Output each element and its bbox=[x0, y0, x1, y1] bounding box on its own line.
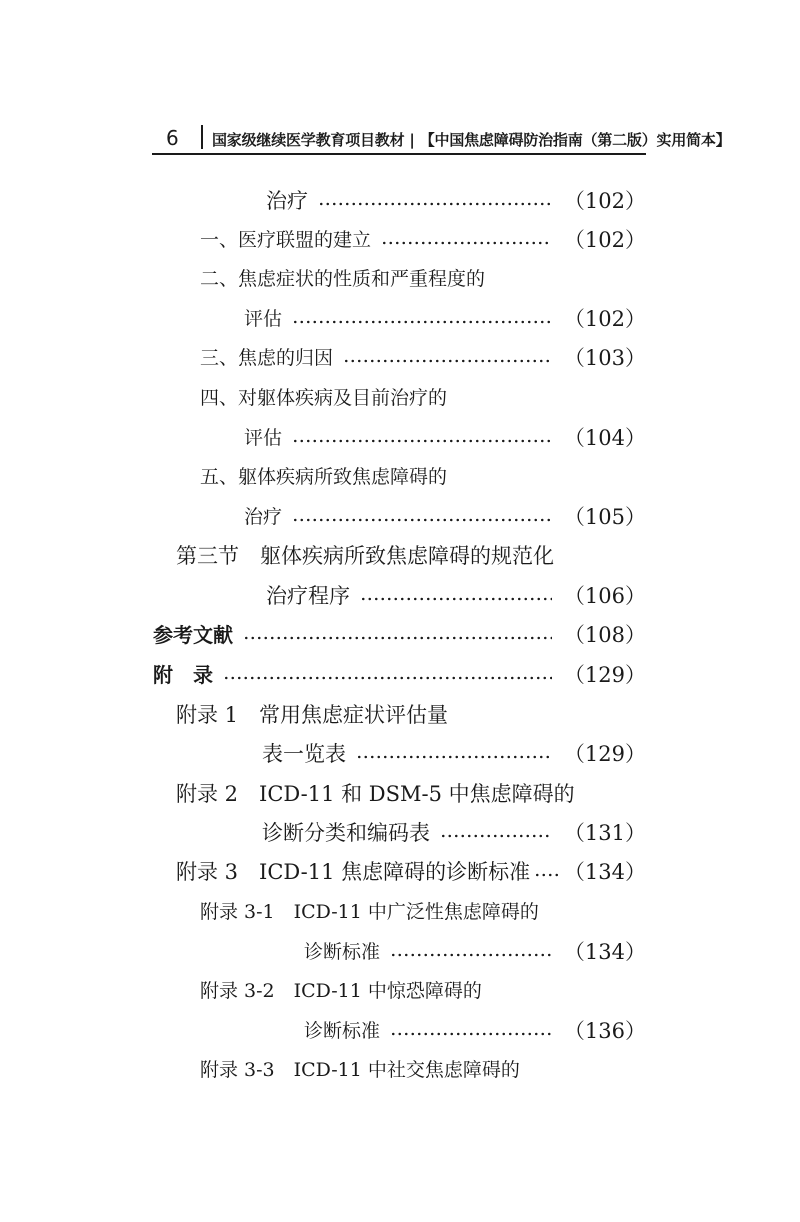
toc-entry-label: 附录 3-1 ICD-11 中广泛性焦虑障碍的 bbox=[200, 901, 539, 923]
toc-entry-page: （129） bbox=[563, 663, 646, 687]
toc-entry-page: （131） bbox=[563, 821, 646, 845]
toc-entry-page: （106） bbox=[563, 584, 646, 608]
toc-entry-page: （134） bbox=[563, 940, 646, 964]
toc-entry[interactable] bbox=[262, 739, 646, 769]
toc-entry-label: 参考文献 bbox=[153, 623, 233, 647]
dot-leader bbox=[318, 201, 552, 207]
dot-leader bbox=[292, 319, 552, 325]
toc-entry-page: （108） bbox=[563, 623, 646, 647]
toc-entry[interactable] bbox=[244, 502, 646, 532]
dot-leader bbox=[360, 596, 552, 602]
toc-entry-page: （104） bbox=[563, 426, 646, 450]
dot-leader bbox=[381, 240, 552, 246]
toc-entry-label: 附录 1 常用焦虑症状评估量 bbox=[176, 703, 449, 727]
toc-entry[interactable] bbox=[304, 1016, 646, 1046]
toc-entry[interactable] bbox=[200, 1055, 646, 1085]
toc-entry-page: （105） bbox=[563, 505, 646, 529]
toc-entry-label: 三、焦虑的归因 bbox=[200, 347, 334, 369]
dot-leader bbox=[243, 635, 552, 641]
toc-entry-label: 评估 bbox=[244, 427, 283, 449]
toc-entry-label: 附录 3 ICD-11 焦虑障碍的诊断标准 bbox=[176, 860, 531, 884]
toc-entry-label: 二、焦虑症状的性质和严重程度的 bbox=[200, 268, 486, 290]
toc-entry-label: 一、医疗联盟的建立 bbox=[200, 229, 372, 251]
toc-entry[interactable] bbox=[266, 581, 646, 611]
toc-entry-label: 治疗程序 bbox=[266, 584, 350, 608]
dot-leader bbox=[534, 872, 558, 878]
dot-leader bbox=[223, 675, 552, 681]
dot-leader bbox=[356, 754, 552, 760]
dot-leader bbox=[343, 358, 552, 364]
toc-entry-label: 第三节 躯体疾病所致焦虑障碍的规范化 bbox=[176, 544, 554, 568]
toc-entry-page: （102） bbox=[563, 228, 646, 252]
toc-entry[interactable] bbox=[153, 660, 646, 690]
header-title: 国家级继续医学教育项目教材 | 【中国焦虑障碍防治指南（第二版）实用简本】 bbox=[212, 131, 731, 149]
toc-entry[interactable] bbox=[244, 304, 646, 334]
toc-entry-label: 诊断分类和编码表 bbox=[262, 821, 430, 845]
toc-entry-page: （129） bbox=[563, 742, 646, 766]
toc-entry-label: 四、对躯体疾病及目前治疗的 bbox=[200, 387, 448, 409]
toc-entry[interactable] bbox=[176, 857, 646, 887]
toc-entry[interactable] bbox=[304, 937, 646, 967]
toc-entry-label: 诊断标准 bbox=[304, 941, 381, 963]
toc-entry-page: （134） bbox=[563, 860, 646, 884]
toc-entry-label: 表一览表 bbox=[262, 742, 346, 766]
toc-entry[interactable] bbox=[200, 383, 646, 413]
toc-entry[interactable] bbox=[153, 620, 646, 650]
dot-leader bbox=[390, 1031, 552, 1037]
toc-entry[interactable] bbox=[200, 976, 646, 1006]
toc-entry[interactable] bbox=[176, 541, 646, 571]
dot-leader bbox=[292, 438, 552, 444]
toc-entry-label: 诊断标准 bbox=[304, 1020, 381, 1042]
toc-entry-label: 附录 3-2 ICD-11 中惊恐障碍的 bbox=[200, 980, 482, 1002]
toc-entry-label: 五、躯体疾病所致焦虑障碍的 bbox=[200, 466, 448, 488]
toc-entry[interactable] bbox=[200, 343, 646, 373]
dot-leader bbox=[390, 952, 552, 958]
toc-entry[interactable] bbox=[266, 186, 646, 216]
toc-entry[interactable] bbox=[200, 897, 646, 927]
toc-entry-page: （103） bbox=[563, 346, 646, 370]
page-number: 6 bbox=[166, 126, 179, 150]
toc-entry[interactable] bbox=[244, 423, 646, 453]
toc-entry-label: 治疗 bbox=[266, 189, 308, 213]
toc-entry-page: （136） bbox=[563, 1019, 646, 1043]
toc-entry-label: 附录 3-3 ICD-11 中社交焦虑障碍的 bbox=[200, 1059, 520, 1081]
toc-entry[interactable] bbox=[200, 225, 646, 255]
dot-leader bbox=[292, 517, 552, 523]
toc-entry[interactable] bbox=[176, 779, 646, 809]
toc-entry-page: （102） bbox=[563, 189, 646, 213]
toc-entry-label: 评估 bbox=[244, 308, 283, 330]
toc-entry[interactable] bbox=[176, 700, 646, 730]
toc-entry-page: （102） bbox=[563, 307, 646, 331]
toc-entry[interactable] bbox=[262, 818, 646, 848]
toc-entry-label: 治疗 bbox=[244, 506, 283, 528]
toc-entry-label: 附录 2 ICD-11 和 DSM-5 中焦虑障碍的 bbox=[176, 782, 575, 806]
toc-entry[interactable] bbox=[200, 462, 646, 492]
toc-entry[interactable] bbox=[200, 264, 646, 294]
dot-leader bbox=[440, 833, 552, 839]
toc-entry-label: 附 录 bbox=[153, 663, 213, 687]
